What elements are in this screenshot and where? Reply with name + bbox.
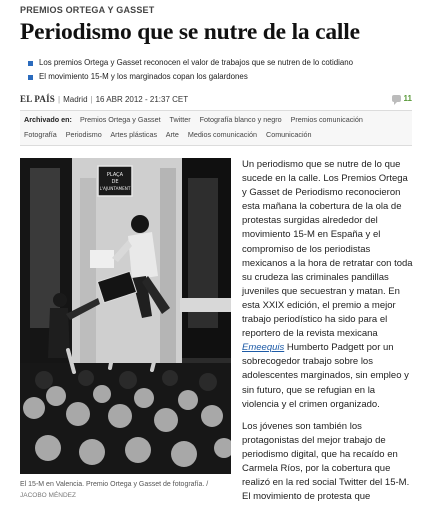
tag-link[interactable]: Fotografía bbox=[24, 130, 57, 139]
caption-text: El 15-M en Valencia. Premio Ortega y Gasset de fotografía. / bbox=[20, 481, 209, 488]
summary-bullets bbox=[28, 56, 353, 84]
photo-credit: JACOBO MÉNDEZ bbox=[20, 491, 76, 499]
street-sign-line2: DE bbox=[111, 179, 119, 185]
comments-count: 11 bbox=[403, 94, 412, 103]
tag-link[interactable]: Comunicación bbox=[266, 130, 312, 139]
source-name[interactable]: EL PAÍS bbox=[20, 94, 55, 104]
article-photo[interactable] bbox=[20, 158, 231, 474]
tag-link[interactable]: Periodismo bbox=[65, 130, 102, 139]
emeequis-link[interactable]: Emeequis bbox=[242, 342, 285, 354]
byline: EL PAÍS | Madrid | 16 ABR 2012 - 21:37 CET 11 bbox=[20, 94, 412, 104]
headline: Periodismo que se nutre de la calle bbox=[20, 19, 360, 45]
street-sign-line3: L'AJUNTAMENT bbox=[99, 186, 131, 191]
photo-caption bbox=[20, 480, 235, 501]
tag-link[interactable]: Premios comunicación bbox=[290, 115, 363, 124]
comments-link[interactable] bbox=[392, 94, 412, 103]
archived-tags bbox=[20, 110, 412, 146]
tag-link[interactable]: Fotografía blanco y negro bbox=[199, 115, 282, 124]
summary-bullet: Los premios Ortega y Gasset reconocen el valor de trabajos que se nutren de lo cotidiano bbox=[28, 56, 353, 70]
kicker[interactable]: PREMIOS ORTEGA Y GASSET bbox=[20, 5, 155, 15]
paragraph-text: Un periodismo que se nutre de lo que sucede en la calle. Los Premios Ortega y Gasset de Periodismo reconocieron esta mañana la cobertura de la ola de protestas surgidas alrededor del movimiento 15-M en España y el compromiso de los periodistas mexicanos a la hora de retratar con toda su crudeza las criminales pandillas juveniles que secuestran y matan. En esta XXIX edición, el premio a mejor trabajo periodístico ha sido para el reportero de la revista mexicana bbox=[242, 159, 413, 340]
archived-label: Archivado en: bbox=[24, 115, 72, 124]
tag-link[interactable]: Premios Ortega y Gasset bbox=[79, 115, 161, 124]
paragraph bbox=[242, 158, 414, 412]
comment-bubble-icon bbox=[392, 95, 401, 102]
article-body bbox=[242, 158, 414, 512]
tag-link[interactable]: Artes plásticas bbox=[110, 130, 158, 139]
street-sign-line1: PLAÇA bbox=[106, 172, 124, 178]
byline-place: Madrid bbox=[63, 95, 88, 104]
byline-date: 16 ABR 2012 - 21:37 CET bbox=[95, 95, 189, 104]
tag-link[interactable]: Medios comunicación bbox=[187, 130, 257, 139]
paragraph-text: Humberto Padgett por un sobrecogedor trabajo sobre los adolescentes marginados, sin empleo y sin futuro, que se refugian en la violencia y el crimen organizado. bbox=[242, 342, 409, 410]
tag-link[interactable]: Arte bbox=[165, 130, 179, 139]
paragraph: Los jóvenes son también los protagonistas del mejor trabajo de periodismo digital, que ha recaído en Carmela Ríos, por la cobertura que realizó en la red social Twitter del 15-M. El movimiento de protesta que bbox=[242, 420, 410, 503]
summary-bullet: El movimiento 15-M y los marginados copan los galardones bbox=[28, 70, 353, 84]
tag-link[interactable]: Twitter bbox=[169, 115, 191, 124]
